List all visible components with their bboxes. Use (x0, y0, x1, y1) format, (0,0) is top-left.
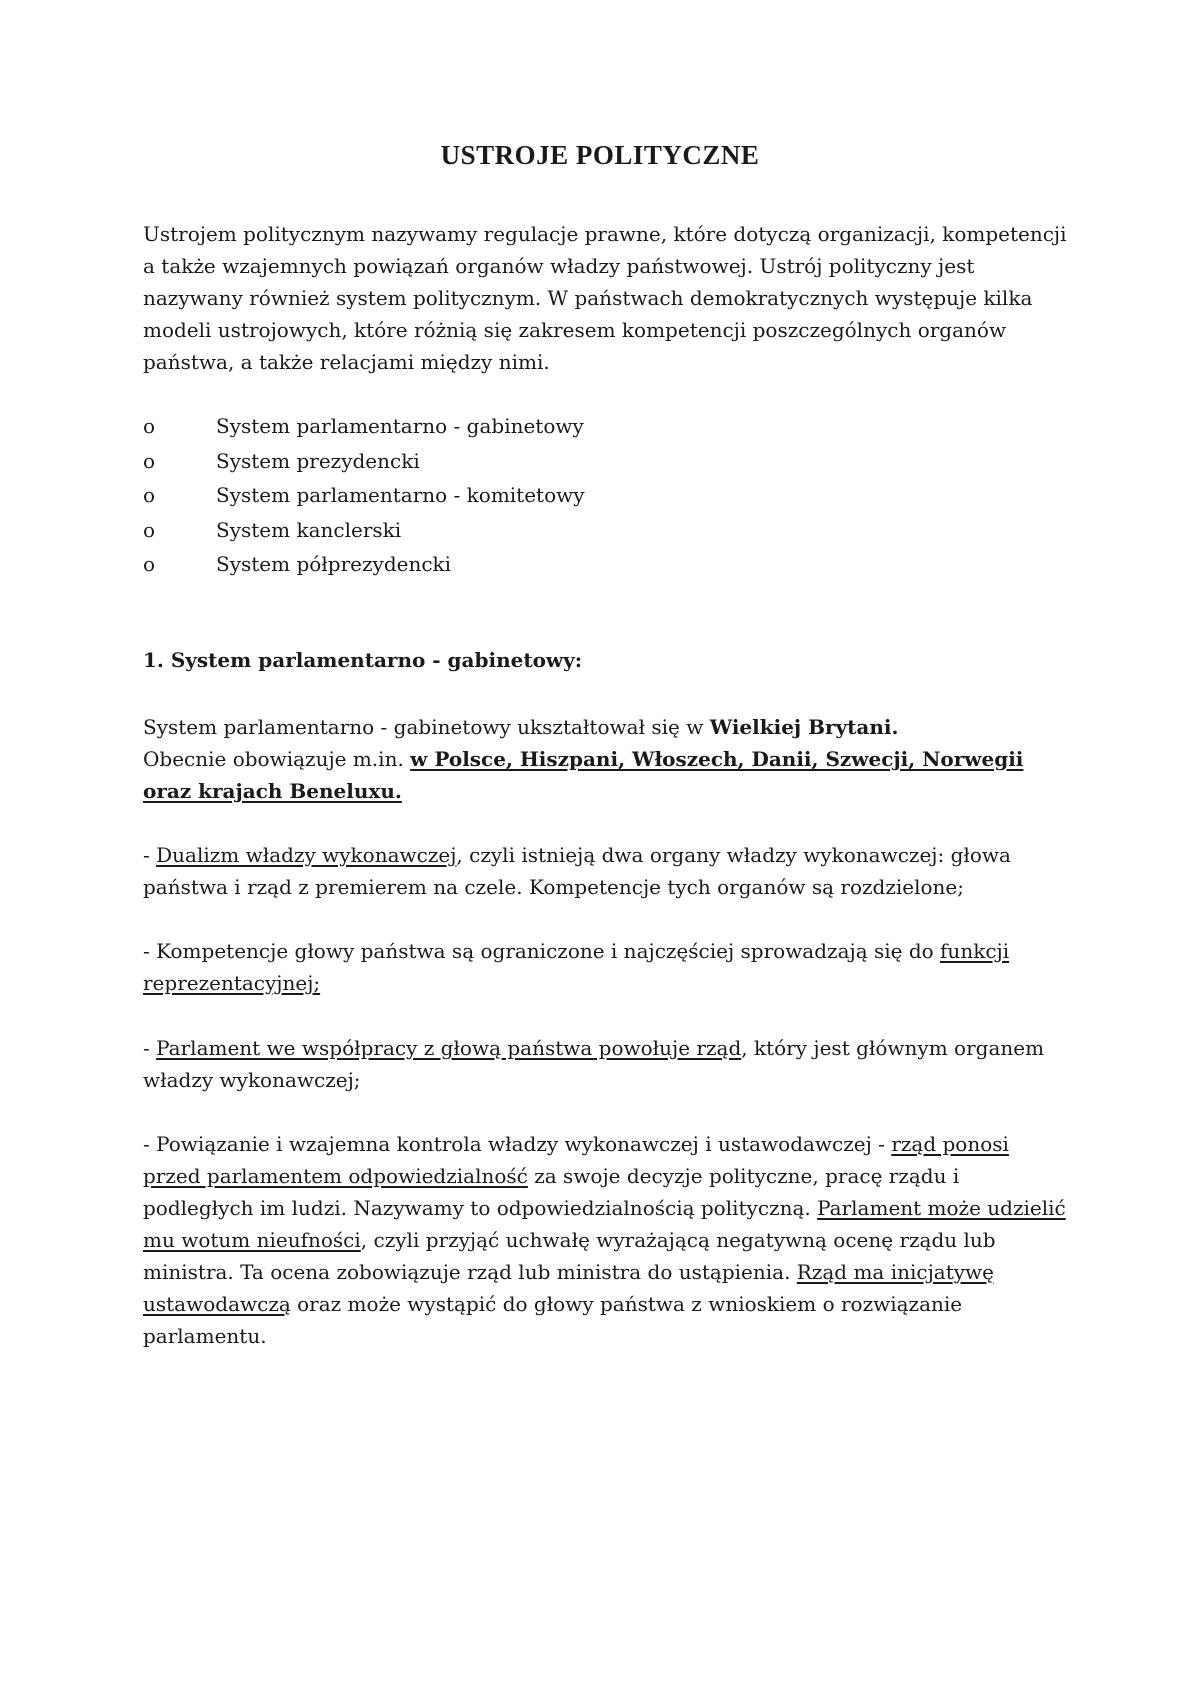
text-run: - Kompetencje głowy państwa są ograniczone i najczęściej sprowadzają się do (143, 939, 941, 963)
underlined-text: Parlament we współpracy z głową państwa powołuje rząd (156, 1036, 742, 1060)
document-title: USTROJE POLITYCZNE (440, 140, 760, 170)
underlined-bold-text: w Polsce, Hiszpani, Włoszech, Danii, Szwecji, Norwegii oraz krajach Beneluxu. (143, 747, 1024, 803)
control-paragraph (143, 1128, 1068, 1352)
bullet-marker: o (143, 517, 156, 542)
list-item-text: System kanclerski (216, 517, 402, 542)
text-run: , czyli istnieją dwa organy władzy wykonawczej: głowa państwa i rząd z premierem na czele. Kompetencje tych organów są rozdzielone; (143, 843, 1011, 899)
systems-list (143, 409, 585, 582)
text-run: Obecnie obowiązuje m.in. (143, 747, 411, 771)
intro-paragraph: Ustrojem politycznym nazywamy regulacje prawne, które dotyczą organizacji, kompetencji a także wzajemnych powiązań organów władzy państwowej. Ustrój polityczny jest nazywany również system politycznym. W państwach demokratycznych występuje kilka modeli ustrojowych, które różnią się zakresem kompetencji poszczególnych organów państwa, a także relacjami między nimi. (143, 222, 1067, 374)
list-item-text: System parlamentarno - gabinetowy (216, 414, 584, 438)
list-item (143, 547, 585, 582)
underlined-text: funkcji reprezentacyjnej; (143, 939, 1010, 995)
list-item-text: System prezydencki (216, 448, 420, 473)
list-item-text: System półprezydencki (216, 552, 452, 576)
dualism-paragraph (143, 839, 1068, 903)
text-run: , czyli przyjąć uchwałę wyrażającą negatywną ocenę rządu lub ministra. Ta ocena zobowiązuje rząd lub ministra do ustąpienia. (143, 1228, 996, 1284)
text-run: , który jest głównym organem władzy wykonawczej; (143, 1036, 1045, 1092)
bullet-marker: o (143, 483, 156, 507)
text-run: - (143, 1036, 157, 1060)
text-run: - (143, 843, 157, 867)
section-heading: 1. System parlamentarno - gabinetowy: (143, 648, 583, 672)
underlined-text: Parlament może udzielić mu wotum nieufności (143, 1196, 1066, 1252)
origin-paragraph (143, 711, 1068, 807)
list-item (143, 409, 585, 444)
underlined-text: Dualizm władzy wykonawczej (156, 843, 457, 867)
bullet-marker: o (143, 552, 156, 576)
list-item (143, 478, 585, 513)
parliament-paragraph (143, 1032, 1068, 1096)
text-run: oraz może wystąpić do głowy państwa z wnioskiem o rozwiązanie parlamentu. (143, 1292, 963, 1348)
text-run: System parlamentarno - gabinetowy ukształtował się w (143, 715, 710, 739)
bullet-marker: o (143, 448, 156, 473)
text-run: za swoje decyzje polityczne, pracę rządu i podległych im ludzi. Nazywamy to odpowiedzialnością polityczną. (143, 1164, 960, 1220)
underlined-text: rząd ponosi przed parlamentem odpowiedzialność (143, 1132, 1009, 1188)
text-run: - Powiązanie i wzajemna kontrola władzy wykonawczej i ustawodawczej - (143, 1132, 892, 1156)
head-of-state-paragraph (143, 935, 1068, 999)
bold-text: Wielkiej Brytani. (709, 715, 899, 739)
list-item (143, 444, 585, 479)
bullet-marker: o (143, 414, 156, 438)
list-item-text: System parlamentarno - komitetowy (216, 483, 585, 507)
list-item (143, 513, 585, 548)
underlined-text: Rząd ma inicjatywę ustawodawczą (143, 1260, 994, 1316)
